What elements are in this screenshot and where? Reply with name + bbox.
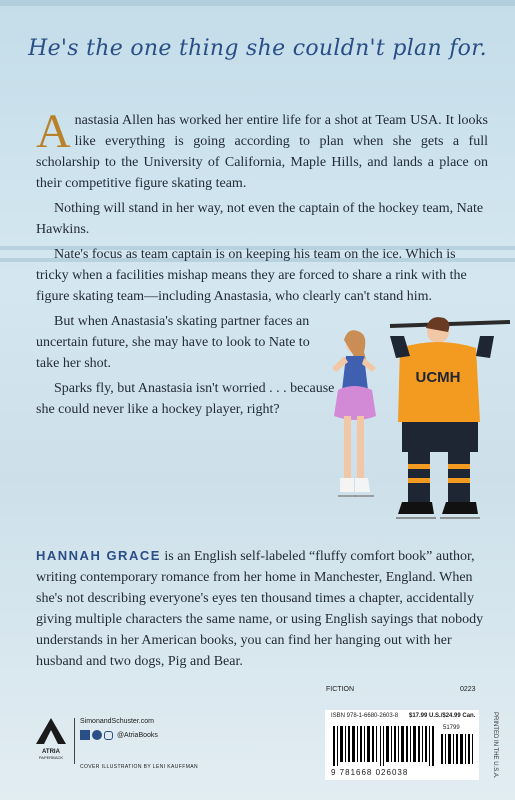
author-bio: HANNAH GRACE is an English self-labeled “fluffy comfort book” author, writing contemporary romance from her home in Manchester, England. When she's not describing everyone's eyes ten thousand times a chapter, accidentally giving multiple characters the same name, or using English sayings that nobody understands in her American books, you can find her hanging out with her husband and two dogs, Pig and Bear. — [36, 548, 484, 669]
publisher-website[interactable]: SimonandSchuster.com — [80, 718, 154, 725]
cover-credit: COVER ILLUSTRATION BY LENI KAUFFMAN — [80, 764, 199, 770]
price-barcode — [441, 734, 475, 764]
blurb-paragraph-1: Anastasia Allen has worked her entire life for a shot at Team USA. It looks like everything is going according to plan when she gets a full scholarship to the University of California, Maple Hills, and lands a place on their competitive figure skating team. — [36, 105, 488, 191]
blurb-paragraph-2: Nothing will stand in her way, not even the captain of the hockey team, Nate Hawkins. — [36, 201, 484, 237]
divider — [74, 718, 75, 764]
social-handle: @AtriaBooks — [116, 731, 158, 739]
facebook-icon[interactable] — [80, 730, 90, 740]
category-label: FICTION — [326, 686, 354, 693]
isbn-barcode — [333, 726, 435, 766]
publisher-logo: ATRIA PAPERBACK — [36, 718, 66, 760]
printed-in: PRINTED IN THE U.S.A. — [492, 712, 498, 779]
instagram-icon[interactable] — [104, 731, 113, 740]
blurb-paragraph-3: Nate's focus as team captain is on keeping his team on the ice. Which is tricky when a facilities mishap means they are forced to share a rink with the figure skating team—including Anastasia, who clearly can't stand him. — [36, 247, 467, 304]
tagline: He's the one thing she couldn't plan for. — [28, 36, 487, 61]
atria-logo-icon — [36, 718, 66, 744]
barcode-panel — [325, 710, 479, 780]
blurb-paragraph-4: But when Anastasia's skating partner faces an uncertain future, she may have to look to Nate to take her shot. — [36, 314, 310, 371]
social-links — [80, 730, 160, 740]
twitter-icon[interactable] — [92, 730, 102, 740]
isbn: ISBN 978-1-6680-2603-8 — [331, 713, 399, 719]
price: $17.99 U.S./$24.99 Can. — [409, 713, 476, 719]
price-code: 51799 — [443, 725, 460, 731]
jersey-text: UCMH — [415, 369, 461, 386]
author-name: HANNAH GRACE — [36, 548, 161, 563]
drop-cap: A — [36, 105, 71, 158]
blurb-paragraph-5: Sparks fly, but Anastasia isn't worried . . . because she could never like a hockey player, right? — [36, 381, 335, 417]
skaters-illustration — [330, 312, 515, 534]
catalog-code: 0223 — [460, 686, 476, 693]
rink-stripe — [0, 0, 515, 6]
barcode-number: 9 781668 026038 — [331, 768, 409, 777]
